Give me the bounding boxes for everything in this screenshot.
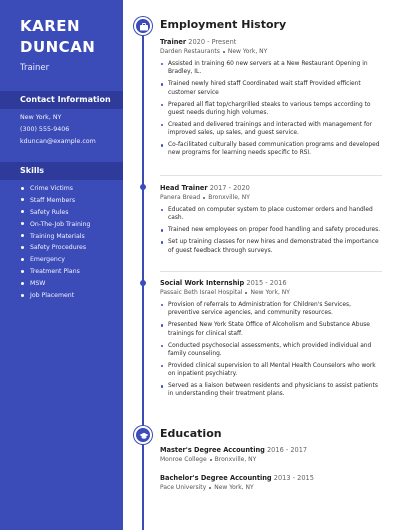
skills-heading: Skills [0,162,123,180]
contact-location: New York, NY [20,114,62,121]
first-name: KAREN [20,17,81,35]
job-dates: 2017 - 2020 [209,184,250,192]
contact-email: kduncan@example.com [20,138,96,145]
school-line [160,455,382,464]
school-location: Bronxville, NY [214,456,257,463]
company-name: Passaic Beth Israel Hospital [160,289,243,296]
company-location: New York, NY [250,289,290,296]
contact-heading: Contact Information [0,91,123,109]
employment-heading: Employment History [160,18,287,31]
job-bullet: Set up training classes for new hires and demonstrated the importance of guest feedback through surveys. [160,238,382,254]
job-title-line [160,279,382,288]
job-bullet: Created and delivered trainings and interacted with management for improved sales, up sales, and guest service. [160,121,382,137]
job-bullet: Co-facilitated culturally based communication programs and developed new programs for learning needs specific to RSI. [160,141,382,157]
school-name: Pace University [160,484,207,491]
job-bullet: Provision of referrals to Administration for Children's Services, preventive service agencies, and community resources. [160,301,382,317]
bullet-icon [21,270,24,273]
separator-dot-icon [210,459,212,461]
bullet-icon [21,198,24,201]
job-bullet: Presented New York State Office of Alcoholism and Substance Abuse trainings for clinical staff. [160,321,382,337]
timeline-line [142,26,144,530]
job-bullet: Prepared all flat top/chargrilled steaks to various temps according to guest needs during high volumes. [160,101,382,117]
skill-item: On-The-Job Training [20,219,90,231]
company-line [160,47,382,56]
job-bullet: Trained new employees on proper food handling and safety procedures. [160,226,382,234]
separator-dot-icon [245,292,247,294]
bullet-icon [21,222,24,225]
bullet-icon [21,258,24,261]
job-bullet: Conducted psychosocial assessments, which provided individual and family counseling. [160,342,382,358]
skill-item: Emergency [20,254,90,266]
skill-item: Safety Rules [20,207,90,219]
candidate-name [20,16,95,58]
company-name: Panera Bread [160,194,201,201]
education-entry [160,474,382,492]
job-bullet: Trained newly hired staff Coordinated wait staff Provided efficient customer service [160,80,382,96]
last-name: DUNCAN [20,38,96,56]
graduation-cap-icon [134,426,152,444]
bullet-icon [21,282,24,285]
skill-item: Staff Members [20,195,90,207]
job-entry [160,279,382,402]
job-title: Trainer [20,63,50,73]
company-line [160,288,382,297]
skill-item: Treatment Plans [20,266,90,278]
education-heading: Education [160,427,222,440]
job-title-line [160,38,382,47]
education-entry [160,446,382,464]
separator-dot-icon [223,51,225,53]
bullet-icon [21,187,24,190]
bullet-icon [21,234,24,237]
company-location: New York, NY [227,48,268,55]
company-name: Darden Restaurants [160,48,220,55]
job-bullet: Educated on computer system to place customer orders and handled cash. [160,206,382,222]
contact-phone: (300) 555-9406 [20,126,70,133]
skill-item: Crime Victims [20,183,90,195]
school-location: New York, NY [214,484,254,491]
job-bullets [160,301,382,399]
skill-item: Safety Procedures [20,242,90,254]
job-title-line [160,184,382,193]
job-entry [160,184,382,259]
company-line [160,193,382,202]
job-dates: 2020 - Present [188,38,237,46]
skill-item: MSW [20,278,90,290]
position-title: Head Trainer [160,184,208,192]
briefcase-icon [134,17,152,35]
degree-dates: 2016 - 2017 [266,446,308,454]
degree-title: Bachelor's Degree Accounting [160,474,272,482]
job-bullets [160,206,382,255]
company-location: Bronxville, NY [208,194,250,201]
school-name: Monroe College [160,456,207,463]
bullet-icon [21,246,24,249]
sidebar [0,0,123,530]
job-dates: 2015 - 2016 [246,279,287,287]
section-divider [160,271,382,272]
bullet-icon [21,210,24,213]
degree-line [160,474,382,483]
skill-item: Job Placement [20,290,90,302]
position-title: Social Work Internship [160,279,245,287]
job-bullet: Provided clinical supervision to all Mental Health Counselors who work on inpatient psychiatry. [160,362,382,378]
job-bullets [160,60,382,158]
skill-item: Training Materials [20,231,90,243]
school-line [160,483,382,492]
separator-dot-icon [209,487,211,489]
job-bullet: Assisted in training 60 new servers at a New Restaurant Opening in Bradley, IL. [160,60,382,76]
separator-dot-icon [203,197,205,199]
position-title: Trainer [160,38,187,46]
degree-dates: 2013 - 2015 [273,474,314,482]
job-entry [160,38,382,161]
bullet-icon [21,294,24,297]
job-bullet: Served as a liaison between residents and physicians to assist patients in understanding their treatment plans. [160,382,382,398]
timeline-dot [140,184,146,190]
section-divider [160,175,382,176]
timeline-dot [140,280,146,286]
degree-line [160,446,382,455]
skills-list [20,183,90,302]
degree-title: Master's Degree Accounting [160,446,265,454]
